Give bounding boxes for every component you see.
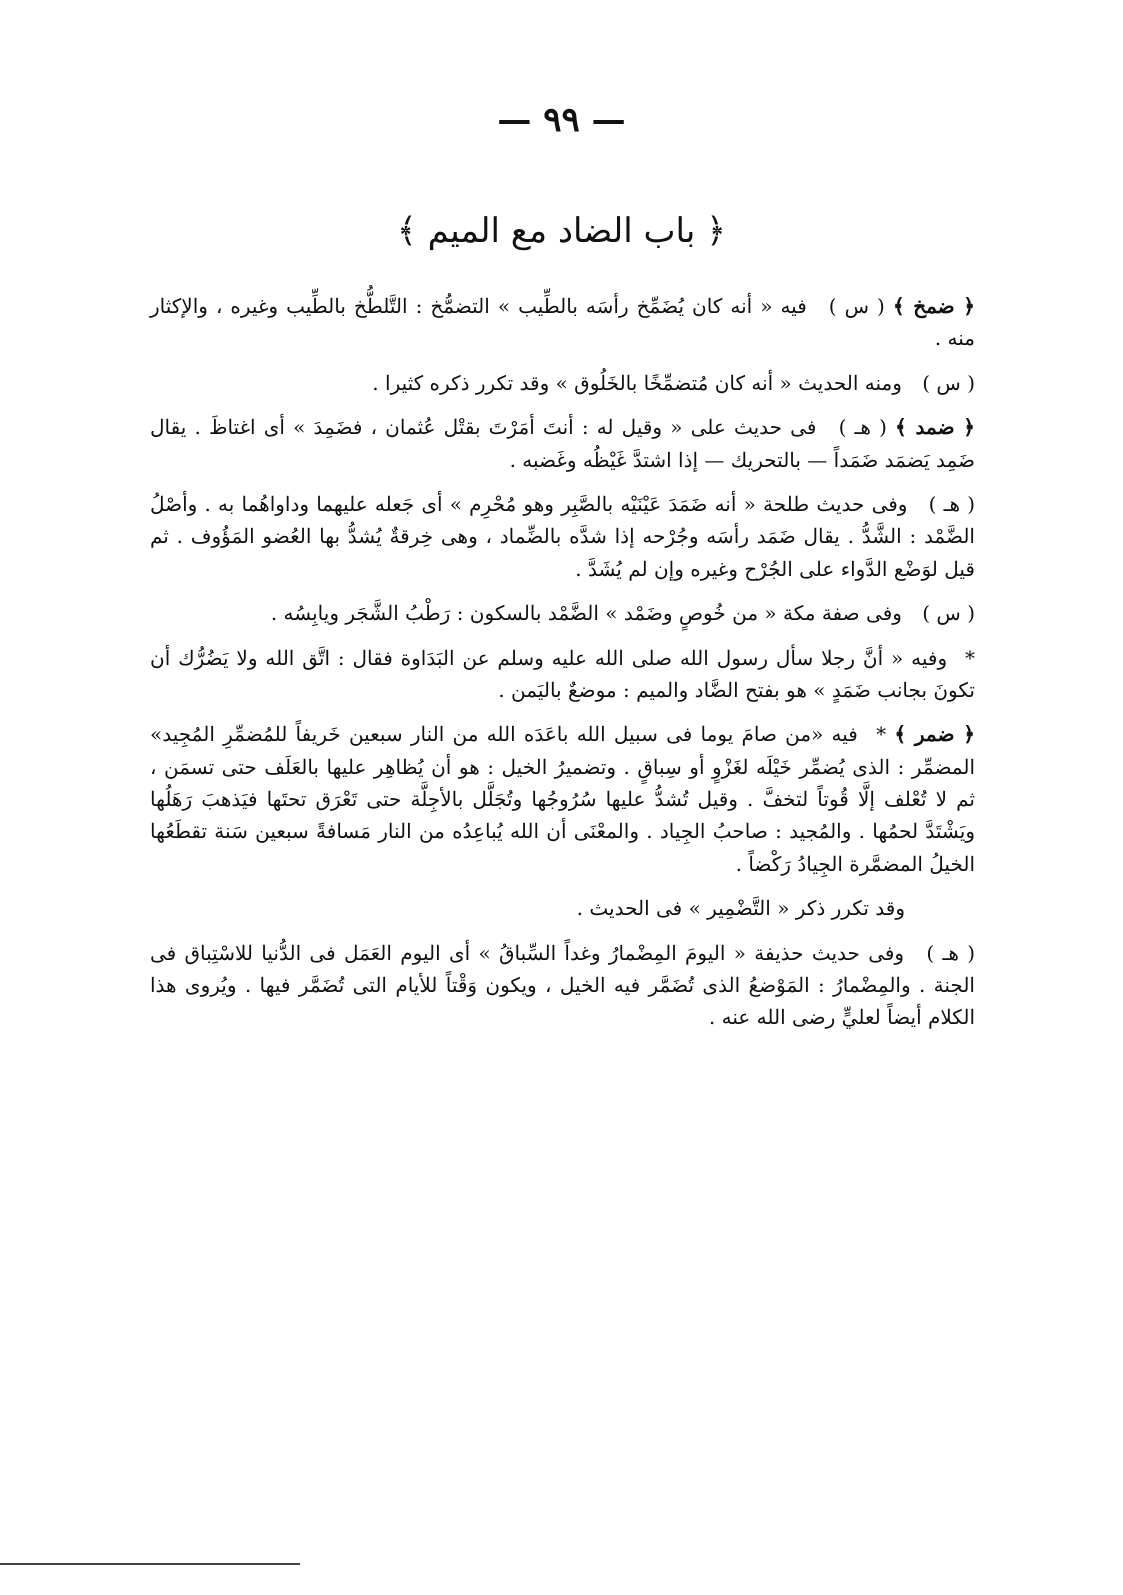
body-text: [150, 290, 975, 1046]
entry-text: ومنه الحديث « أنه كان مُتضمِّخًا بالخَلُوق » وقد تكرر ذكره كثيرا .: [372, 370, 902, 395]
scan-edge-line: [0, 1563, 300, 1565]
entry-text: وفى صفة مكة « من خُوصٍ وضَمْد » الضَّمْد بالسكون : رَطْبُ الشَّجَر ويابِسُه .: [270, 601, 902, 626]
entry-text: وقد تكرر ذكر « التَّضْمِير » فى الحديث .: [576, 896, 905, 921]
source-marker: ( هـ ): [928, 491, 975, 516]
source-marker: ( س ): [922, 370, 975, 395]
entry-damad: [150, 411, 975, 476]
entry-text: فيه «من صامَ يوما فى سبيل الله باعَدَه الله من النار سبعين خَريفاً للمُضمِّرِ المُجِيد» المضمِّر : الذى يُضمِّر خَيْلَه لغَزْوٍ أو سِباقٍ . وتضميرُ الخيل : هو أن يُظاهِر عليها بالعَلَف حتى تسمَن ، ثم لا تُعْلف إلَّا قُوتاً لتخفَّ . وقيل تُشدُّ عليها سُرُوجُها وتُجَلَّل بالأجِلَّة حتى تَعْرَق تحتَها فيَذهبَ رَهَلُها ويَشْتَدَّ لحمُها . والمُجيد : صاحبُ الجِياد . والمعْنَى أن الله يُباعِدُه من النار مَسافةً سبعين سَنة تقطَعُها الخيلُ المضمَّرة الجِيادُ رَكْضاً .: [150, 722, 975, 876]
root-heading: ﴿ ضمد ﴾: [895, 415, 976, 440]
star-marker: *: [876, 722, 887, 747]
entry-damakh: [150, 290, 975, 355]
entry-text: فى حديث على « وقيل له : أنتَ أمَرْتَ بقتْل عُثمان ، فضَمِدَ » أى اغتاظَ . يقال ضَمِد يَضمَد ضَمَداً — بالتحريك — إذا اشتدَّ غَيْظُه وغَضبه .: [150, 415, 975, 472]
entry-damakh-hadith: [150, 367, 975, 399]
entry-hudhayfa: [150, 937, 975, 1034]
entry-damad-place: [150, 642, 975, 707]
source-marker: ( س ): [828, 294, 885, 318]
chapter-title: ﴿ باب الضاد مع الميم ﴾: [396, 211, 727, 251]
star-marker: *: [965, 645, 975, 670]
source-marker: ( هـ ): [838, 415, 887, 440]
page-number: — ٩٩ —: [497, 100, 626, 140]
root-heading: ﴿ ضمر ﴾: [894, 722, 976, 747]
entry-text: فيه « أنه كان يُضَمِّخ رأسَه بالطِّيب » التضمُّخ : التَّلطُّخ بالطِّيب وغيره ، والإكثار منه .: [150, 294, 975, 351]
source-marker: ( هـ ): [926, 940, 975, 965]
entry-text: وفيه « أنَّ رجلا سأل رسول الله صلى الله عليه وسلم عن البَدَاوة فقال : اتَّق الله ولا يَضُرُّك أن تكونَ بجانب ضَمَدٍ » هو بفتح الضَّاد والميم : موضعٌ باليَمن .: [150, 645, 975, 702]
entry-damad-makka: [150, 597, 975, 629]
entry-damad-talha: [150, 488, 975, 585]
root-heading: ﴿ ضمخ ﴾: [892, 294, 975, 318]
entry-text: وفى حديث طلحة « أنه ضَمَدَ عَيْنَيْه بالصَّبِر وهو مُحْرِم » أى جَعله عليهما وداواهُما به . وأصْلُ الضَّمْد : الشَّدُّ . يقال ضَمَد رأسَه وجُرْحه إذا شدَّه بالضِّماد ، وهى خِرقةٌ يُشدُّ بها العُضو المَؤُوف . ثم قيل لوَضْع الدَّواء على الجُرْح وغيره وإن لم يُشَدَّ .: [150, 491, 975, 581]
entry-damar: [150, 718, 975, 880]
entry-tadmir-note: [150, 892, 975, 924]
entry-text: وفى حديث حذيفة « اليومَ المِضْمارُ وغداً السِّباقُ » أى اليوم العَمَل فى الدُّنيا للاسْتِباق فى الجنة . والمِضْمارُ : المَوْضعُ الذى تُضَمَّر فيه الخيل ، ويكون وَقْتاً للأيام التى تُضَمَّر فيها . ويُروى هذا الكلام أيضاً لعليٍّ رضى الله عنه .: [150, 940, 975, 1030]
source-marker: ( س ): [922, 601, 975, 626]
